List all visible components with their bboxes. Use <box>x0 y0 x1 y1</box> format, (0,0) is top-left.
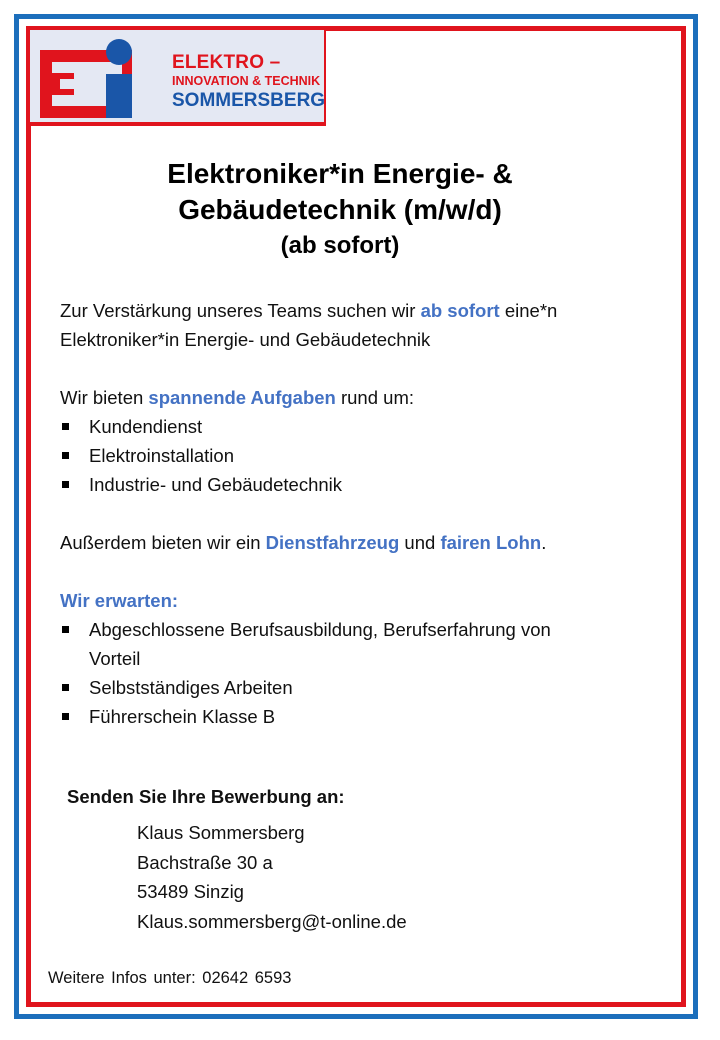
contact-street: Bachstraße 30 a <box>137 851 273 873</box>
contact-heading: Senden Sie Ihre Bewerbung an: <box>67 786 345 807</box>
extra-text: Außerdem bieten wir ein <box>60 532 266 553</box>
bullet-icon <box>62 423 69 430</box>
intro-line-1 <box>60 296 660 325</box>
offer-lead-end: rund um: <box>335 387 414 408</box>
offer-lead-text: Wir bieten <box>60 387 149 408</box>
intro-text: Zur Verstärkung unseres Teams suchen wir <box>60 300 421 321</box>
bullet-icon <box>62 684 69 691</box>
list-item-text: Abgeschlossene Berufsausbildung, Berufserfahrung von <box>89 619 551 640</box>
ad-body <box>60 296 660 731</box>
bullet-icon <box>62 481 69 488</box>
logo-line-elektro: ELEKTRO – <box>172 52 281 73</box>
extra-text-and: und <box>399 532 441 553</box>
list-item-text-cont: Vorteil <box>89 648 141 669</box>
extra-text-end: . <box>541 532 547 553</box>
list-item-text: Selbstständiges Arbeiten <box>89 677 293 698</box>
list-item-text: Elektroinstallation <box>89 445 234 466</box>
bullet-icon <box>62 452 69 459</box>
list-item <box>60 470 660 499</box>
job-title-line-2: Gebäudetechnik (m/w/d) <box>178 194 502 225</box>
highlight-fairen-lohn: fairen Lohn <box>440 532 542 553</box>
extra-benefits <box>60 528 660 557</box>
offer-lead <box>60 383 660 412</box>
highlight-spannende-aufgaben: spannende Aufgaben <box>148 387 336 408</box>
logo-line-sommersberg: SOMMERSBERG <box>172 90 326 111</box>
list-item-text: Kundendienst <box>89 416 203 437</box>
list-item <box>60 412 660 441</box>
bullet-icon <box>62 626 69 633</box>
job-title-line-1: Elektroniker*in Energie- & <box>167 158 513 189</box>
list-item <box>60 702 660 731</box>
list-item <box>60 615 660 673</box>
expect-list <box>60 615 660 731</box>
job-title <box>30 156 650 262</box>
list-item <box>60 673 660 702</box>
highlight-ab-sofort: ab sofort <box>420 300 500 321</box>
contact-name: Klaus Sommersberg <box>137 822 305 843</box>
offer-list <box>60 412 660 499</box>
intro-text-end: eine*n <box>499 300 558 321</box>
logo-line-innovation: INNOVATION & TECHNIK <box>172 74 321 88</box>
contact-email[interactable]: Klaus.sommersberg@t-online.de <box>137 910 407 932</box>
company-logo <box>30 30 326 126</box>
footer-info: Weitere Infos unter: 02642 6593 <box>48 969 292 987</box>
contact-address <box>137 818 407 936</box>
intro-line-2: Elektroniker*in Energie- und Gebäudetechnik <box>60 329 431 350</box>
list-item-text: Führerschein Klasse B <box>89 706 276 727</box>
list-item-text: Industrie- und Gebäudetechnik <box>89 474 343 495</box>
job-title-line-3: (ab sofort) <box>280 232 400 259</box>
contact-city: 53489 Sinzig <box>137 881 244 902</box>
expect-heading: Wir erwarten: <box>60 590 179 611</box>
list-item <box>60 441 660 470</box>
ei-logo-icon <box>40 36 162 118</box>
bullet-icon <box>62 713 69 720</box>
highlight-dienstfahrzeug: Dienstfahrzeug <box>265 532 400 553</box>
